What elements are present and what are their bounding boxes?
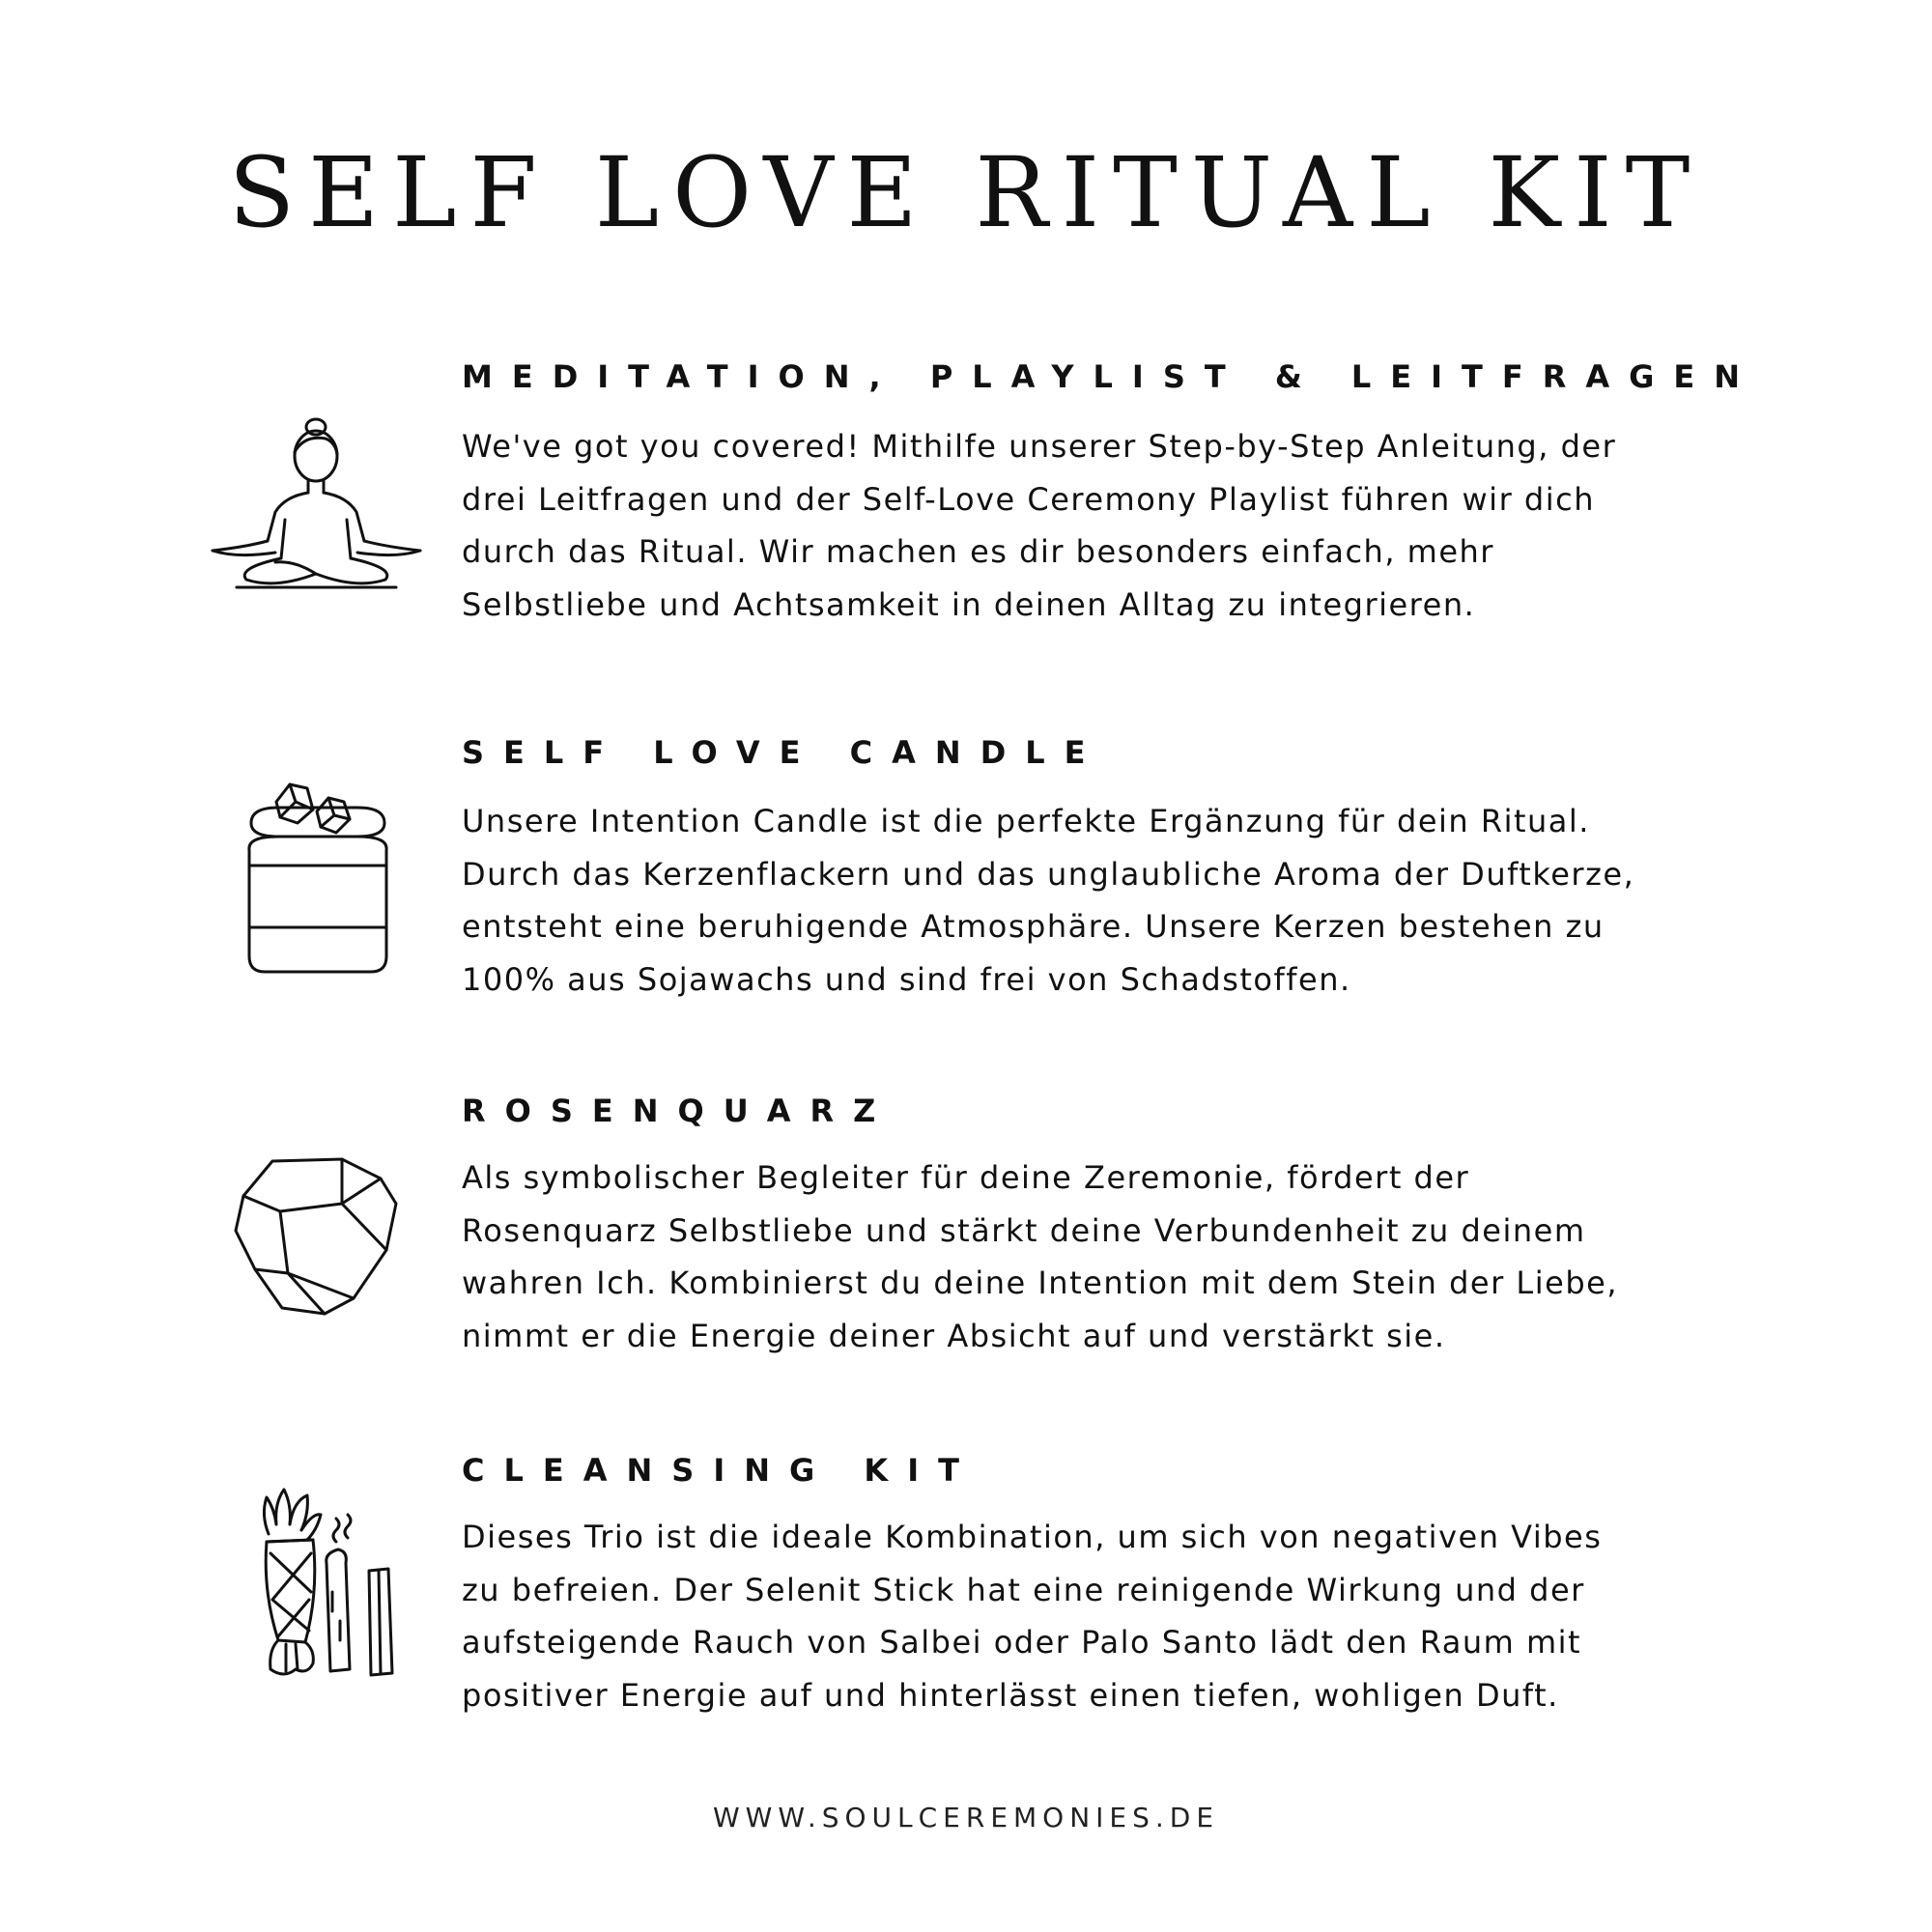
section-heading-rosenquarz: ROSENQUARZ bbox=[462, 1093, 895, 1129]
section-heading-candle: SELF LOVE CANDLE bbox=[462, 734, 1105, 771]
cleansing-kit-icon bbox=[257, 1486, 402, 1681]
section-body-meditation: We've got you covered! Mithilfe unserer Step-by-Step Anleitung, der drei Leitfragen und der Self-Love Ceremony Playlist führen wir dich durch das Ritual. Wir machen es dir besonders einfach, mehr Selbstliebe und Achtsamkeit in deinen Alltag zu integrieren. bbox=[462, 428, 1617, 623]
candle-icon bbox=[240, 773, 396, 976]
section-heading-meditation: MEDITATION, PLAYLIST & LEITFRAGEN bbox=[462, 358, 1760, 395]
section-body-candle: Unsere Intention Candle ist die perfekte Ergänzung für dein Ritual. Durch das Kerzenflackern und das unglaubliche Aroma der Duftkerze, entsteht eine beruhigende Atmosphäre. Unsere Kerzen bestehen zu 100% aus Sojawachs und sind frei von Schadstoffen. bbox=[462, 803, 1635, 998]
meditation-icon bbox=[208, 415, 425, 589]
website-footer: WWW.SOULCEREMONIES.DE bbox=[712, 1802, 1220, 1833]
section-body-cleansing-kit: Dieses Trio ist die ideale Kombination, um sich von negativen Vibes zu befreien. Der Selenit Stick hat eine reinigende Wirkung und der aufsteigende Rauch von Salbei oder Palo Santo lädt den Raum mit positiver Energie auf und hinterlässt einen tiefen, wohligen Duft. bbox=[462, 1519, 1603, 1714]
section-body-rosenquarz: Als symbolischer Begleiter für deine Zeremonie, fördert der Rosenquarz Selbstliebe und stärkt deine Verbundenheit zu deinem wahren Ich. Kombinierst du deine Intention mit dem Stein der Liebe, nimmt er die Energie deiner Absicht auf und verstärkt sie. bbox=[462, 1159, 1618, 1354]
page-title: SELF LOVE RITUAL KIT bbox=[228, 136, 1704, 249]
crystal-icon bbox=[234, 1153, 400, 1320]
section-heading-cleansing-kit: CLEANSING KIT bbox=[462, 1452, 979, 1489]
